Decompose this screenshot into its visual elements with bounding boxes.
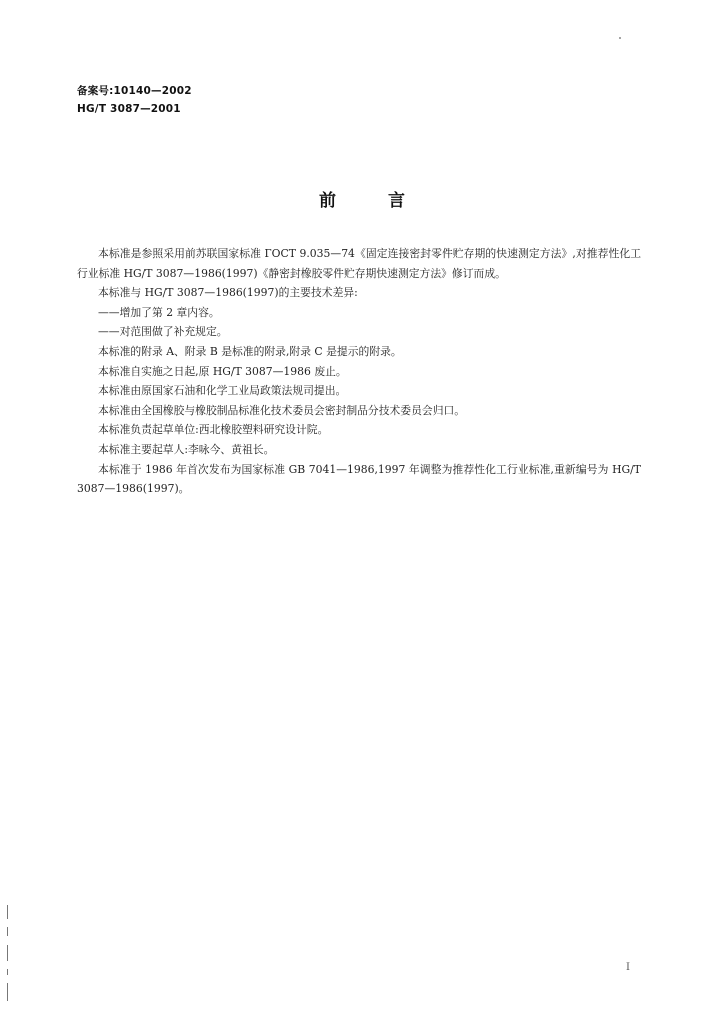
paragraph-proposed-by: 本标准由原国家石油和化学工业局政策法规司提出。 — [98, 384, 347, 398]
standard-number: HG/T 3087—2001 — [77, 103, 181, 115]
paragraph-adoption: 本标准是参照采用前苏联国家标准 ГОСТ 9.035—74《固定连接密封零件贮存期的快速测定方法》,对推荐性化工行业标准 HG/T 3087—1986(1997)《静密封橡胶零件贮存期快速测定方法》修订而成。 — [77, 247, 641, 280]
page-number: I — [626, 962, 630, 973]
paragraph-drafters: 本标准主要起草人:李咏今、黄祖长。 — [98, 442, 275, 456]
paragraph-history: 本标准于 1986 年首次发布为国家标准 GB 7041—1986,1997 年调整为推荐性化工行业标准,重新编号为 HG/T 3087—1986(1997)。 — [77, 462, 641, 496]
foreword-body — [77, 244, 641, 499]
paragraph-managed-by: 本标准由全国橡胶与橡胶制品标准化技术委员会密封制品分技术委员会归口。 — [98, 403, 466, 417]
paragraph-effective: 本标准自实施之日起,原 HG/T 3087—1986 废止。 — [98, 364, 347, 378]
paragraph-differences: 本标准与 HG/T 3087—1986(1997)的主要技术差异: — [98, 286, 358, 300]
scan-speck — [619, 37, 621, 39]
document-header — [77, 82, 192, 118]
page-title: 前言 — [319, 191, 457, 211]
paragraph-drafting-unit: 本标准负责起草单位:西北橡胶塑料研究设计院。 — [98, 423, 329, 437]
difference-item-2: ——对范围做了补充规定。 — [98, 325, 228, 339]
scan-margin-marks — [7, 905, 9, 1005]
paragraph-appendices: 本标准的附录 A、附录 B 是标准的附录,附录 C 是提示的附录。 — [98, 344, 402, 358]
record-number: 备案号:10140—2002 — [77, 85, 192, 97]
difference-item-1: ——增加了第 2 章内容。 — [98, 305, 220, 319]
